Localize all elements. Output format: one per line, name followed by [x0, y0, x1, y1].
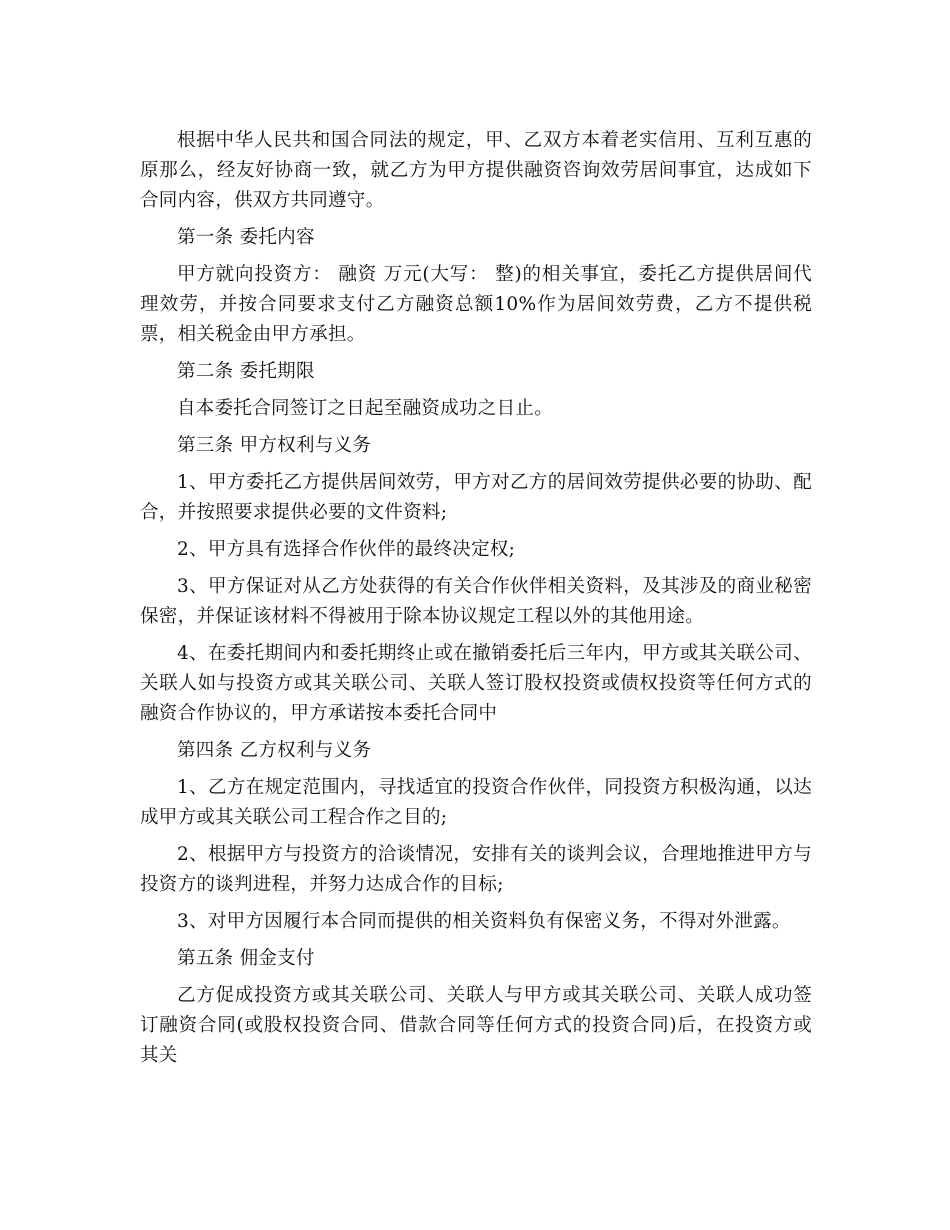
- article-2-paragraph: 自本委托合同签订之日起至融资成功之日止。: [177, 398, 554, 419]
- article-2-heading: 第二条 委托期限: [177, 361, 315, 382]
- article-3-item-3: 3、甲方保证对从乙方处获得的有关合作伙伴相关资料，及其涉及的商业秘密保密，并保证该材料不得被用于除本协议规定工程以外的其他用途。: [140, 576, 812, 627]
- article-3-heading: 第三条 甲方权利与义务: [177, 435, 372, 456]
- article-1-paragraph: 甲方就向投资方： 融资 万元(大写： 整)的相关事宜，委托乙方提供居间代理效劳，并按合同要求支付乙方融资总额10%作为居间效劳费，乙方不提供税票，相关税金由甲方承担。: [140, 264, 812, 345]
- article-3-item-2: 2、甲方具有选择合作伙伴的最终决定权;: [177, 539, 516, 560]
- article-3-item-4: 4、在委托期间内和委托期终止或在撤销委托后三年内，甲方或其关联公司、关联人如与投资方或其关联公司、关联人签订股权投资或债权投资等任何方式的融资合作协议的，甲方承诺按本委托合同中: [140, 643, 812, 724]
- document-page: [140, 126, 812, 1078]
- article-4-heading: 第四条 乙方权利与义务: [177, 740, 372, 761]
- article-4-item-2: 2、根据甲方与投资方的洽谈情况，安排有关的谈判会议，合理地推进甲方与投资方的谈判进程，并努力达成合作的目标;: [140, 844, 812, 895]
- article-1-heading: 第一条 委托内容: [177, 227, 315, 248]
- article-5-paragraph: 乙方促成投资方或其关联公司、关联人与甲方或其关联公司、关联人成功签订融资合同(或股权投资合同、借款合同等任何方式的投资合同)后，在投资方或其关: [140, 985, 812, 1066]
- article-4-item-1: 1、乙方在规定范围内，寻找适宜的投资合作伙伴，同投资方积极沟通，以达成甲方或其关联公司工程合作之目的;: [140, 777, 812, 828]
- article-5-heading: 第五条 佣金支付: [177, 948, 315, 969]
- article-4-item-3: 3、对甲方因履行本合同而提供的相关资料负有保密义务，不得对外泄露。: [177, 911, 791, 932]
- intro-paragraph: 根据中华人民共和国合同法的规定，甲、乙双方本着老实信用、互利互惠的原那么，经友好协商一致，就乙方为甲方提供融资咨询效劳居间事宜，达成如下合同内容，供双方共同遵守。: [140, 130, 812, 211]
- article-3-item-1: 1、甲方委托乙方提供居间效劳，甲方对乙方的居间效劳提供必要的协助、配合，并按照要求提供必要的文件资料;: [140, 472, 812, 523]
